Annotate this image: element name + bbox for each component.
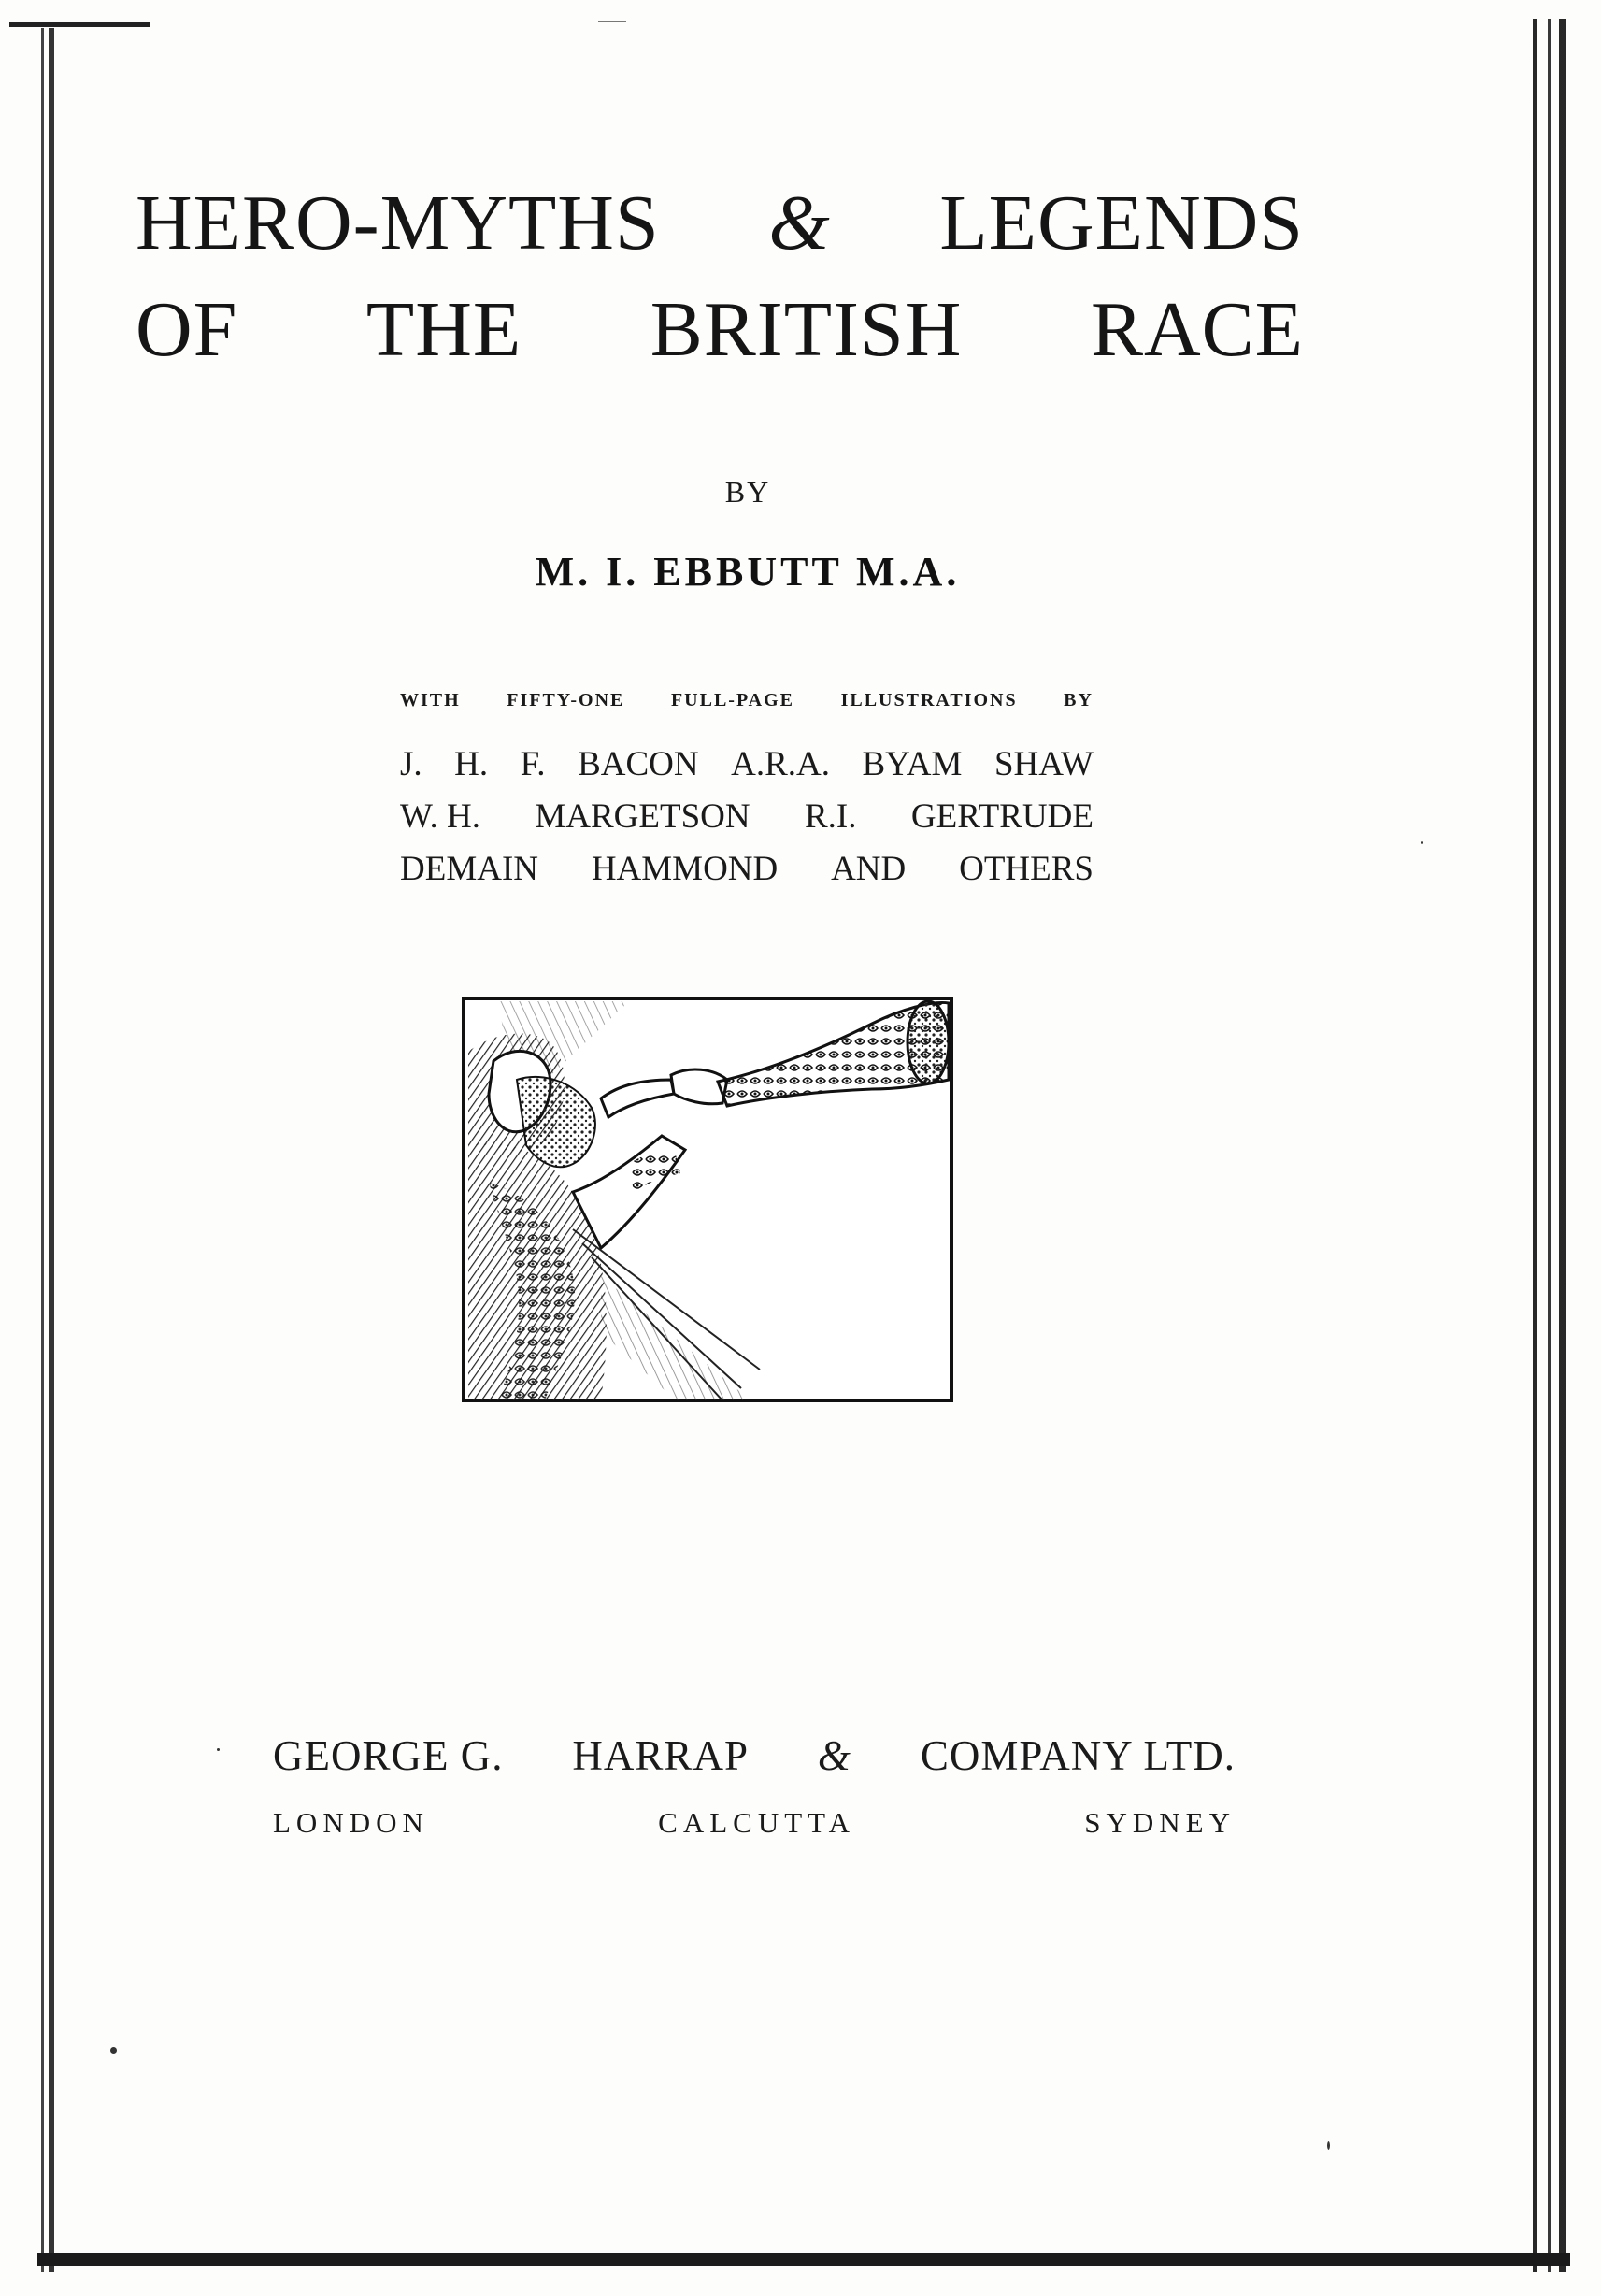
note-word: FULL-PAGE — [670, 690, 795, 710]
illustrator-word: BACON — [578, 745, 699, 783]
note-word: FIFTY-ONE — [507, 690, 625, 710]
scan-edge-left — [41, 28, 54, 2272]
illustrator-word: DEMAIN — [400, 850, 538, 888]
illustrator-word: R.I. — [805, 797, 857, 836]
publisher-word: GEORGE G. — [273, 1732, 504, 1779]
scan-edge-right — [1533, 19, 1566, 2272]
note-word: BY — [1064, 690, 1094, 710]
by-label: BY — [724, 475, 771, 509]
illustrations-note — [400, 690, 1094, 711]
publisher-cities — [273, 1806, 1236, 1840]
publisher-word: COMPANY LTD. — [920, 1732, 1236, 1779]
title-word: HERO-MYTHS — [136, 179, 660, 266]
illustrator-word: F. — [520, 745, 546, 783]
scan-speck — [217, 1748, 220, 1751]
illustrators-line — [400, 791, 1094, 843]
illustrators-list — [400, 739, 1094, 896]
publisher-word: HARRAP — [572, 1732, 749, 1779]
note-word: ILLUSTRATIONS — [840, 690, 1018, 710]
scan-speck — [110, 2047, 117, 2054]
illustrator-word: AND — [831, 850, 907, 888]
illustrator-word: J. — [400, 745, 422, 783]
title-word: BRITISH — [650, 286, 963, 373]
scan-edge-bottom — [37, 2253, 1570, 2266]
scan-speck — [1327, 2141, 1330, 2150]
title-line-1 — [136, 170, 1304, 277]
illustrator-word: W. H. — [400, 797, 480, 836]
scan-mark — [598, 21, 626, 22]
author-name: M. I. EBBUTT M.A. — [535, 549, 961, 595]
illustrator-word: OTHERS — [959, 850, 1094, 888]
illustrator-word: GERTRUDE — [910, 797, 1094, 836]
illustrator-word: A.R.A. — [731, 745, 830, 783]
illustrator-word: MARGETSON — [535, 797, 750, 836]
illustrator-word: HAMMOND — [591, 850, 779, 888]
title-word: LEGENDS — [939, 179, 1304, 266]
note-word: WITH — [400, 690, 461, 710]
illustrator-word: SHAW — [993, 745, 1094, 783]
illustrator-word: H. — [454, 745, 489, 783]
title-ampersand: & — [768, 179, 831, 266]
title-word: RACE — [1090, 286, 1304, 373]
title-word: OF — [136, 286, 238, 373]
illustrators-line — [400, 739, 1094, 791]
title-line-2 — [136, 277, 1304, 383]
scan-edge-top-left — [9, 22, 150, 27]
title-word: THE — [365, 286, 522, 373]
illustrators-line — [400, 843, 1094, 896]
publisher-name — [273, 1731, 1236, 1780]
illustrator-word: BYAM — [862, 745, 963, 783]
city-calcutta: CALCUTTA — [658, 1806, 855, 1839]
book-title — [136, 170, 1304, 383]
city-sydney: SYDNEY — [1084, 1806, 1236, 1839]
scan-speck — [1421, 841, 1423, 844]
horn-blower-illustration — [461, 996, 956, 1403]
city-london: LONDON — [273, 1806, 429, 1839]
publisher-ampersand: & — [817, 1732, 851, 1779]
